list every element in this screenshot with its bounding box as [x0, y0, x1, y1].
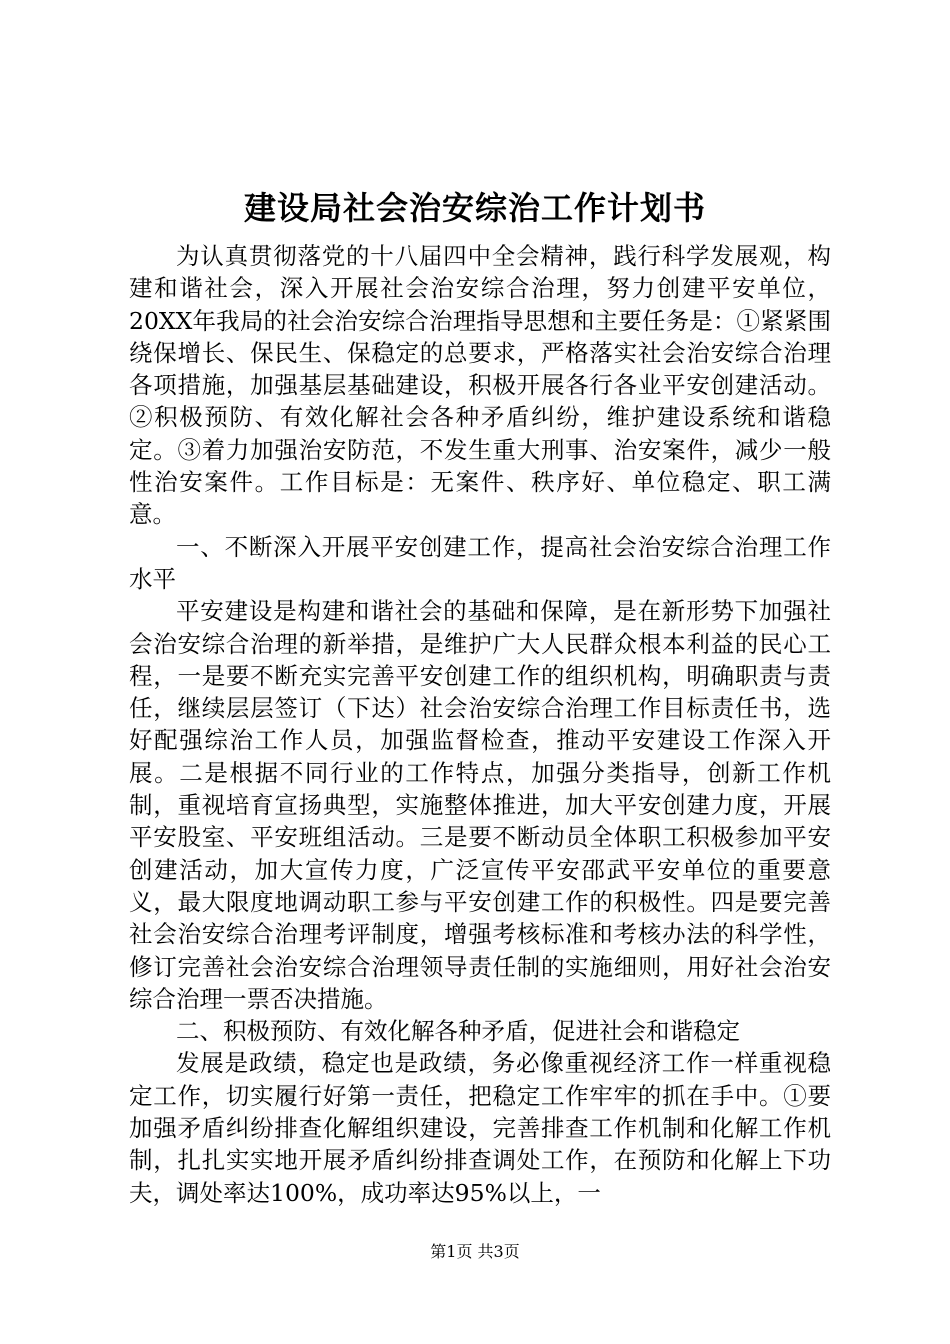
section-1-paragraph: 平安建设是构建和谐社会的基础和保障，是在新形势下加强社会治安综合治理的新举措，是维护广大人民群众根本利益的民心工程，一是要不断充实完善平安创建工作的组织机构，明确职责与责任，继续层层签订（下达）社会治安综合治理工作目标责任书，选好配强综治工作人员，加强监督检查，推动平安建设工作深入开展。二是根据不同行业的工作特点，加强分类指导，创新工作机制，重视培育宣扬典型，实施整体推进，加大平安创建力度，开展平安股室、平安班组活动。三是要不断动员全体职工积极参加平安创建活动，加大宣传力度，广泛宣传平安邵武平安单位的重要意义，最大限度地调动职工参与平安创建工作的积极性。四是要完善社会治安综合治理考评制度，增强考核标准和考核办法的科学性，修订完善社会治安综合治理领导责任制的实施细则，用好社会治安综合治理一票否决措施。 — [129, 597, 831, 1013]
document-title: 建设局社会治安综治工作计划书 — [243, 189, 706, 227]
intro-paragraph: 为认真贯彻落党的十八届四中全会精神，践行科学发展观，构建和谐社会，深入开展社会治安综合治理，努力创建平安单位，20XX年我局的社会治安综合治理指导思想和主要任务是：①紧紧围绕保增长、保民生、保稳定的总要求，严格落实社会治安综合治理各项措施，加强基层基础建设，积极开展各行各业平安创建活动。②积极预防、有效化解社会各种矛盾纠纷，维护建设系统和谐稳定。③着力加强治安防范，不发生重大刑事、治安案件，减少一般性治安案件。工作目标是：无案件、秩序好、单位稳定、职工满意。 — [129, 242, 831, 529]
section-heading-1: 一、不断深入开展平安创建工作，提高社会治安综合治理工作水平 — [129, 532, 831, 593]
section-heading-2: 二、积极预防、有效化解各种矛盾，促进社会和谐稳定 — [176, 1017, 740, 1046]
document-body — [129, 240, 831, 1209]
section-2-paragraph: 发展是政绩，稳定也是政绩，务必像重视经济工作一样重视稳定工作，切实履行好第一责任，把稳定工作牢牢的抓在手中。①要加强矛盾纠纷排查化解组织建设，完善排查工作机制和化解工作机制，扎扎实实地开展矛盾纠纷排查调处工作，在预防和化解上下功夫，调处率达100%，成功率达95%以上，一 — [129, 1049, 831, 1207]
page-number-footer: 第1页 共3页 — [430, 1242, 520, 1261]
